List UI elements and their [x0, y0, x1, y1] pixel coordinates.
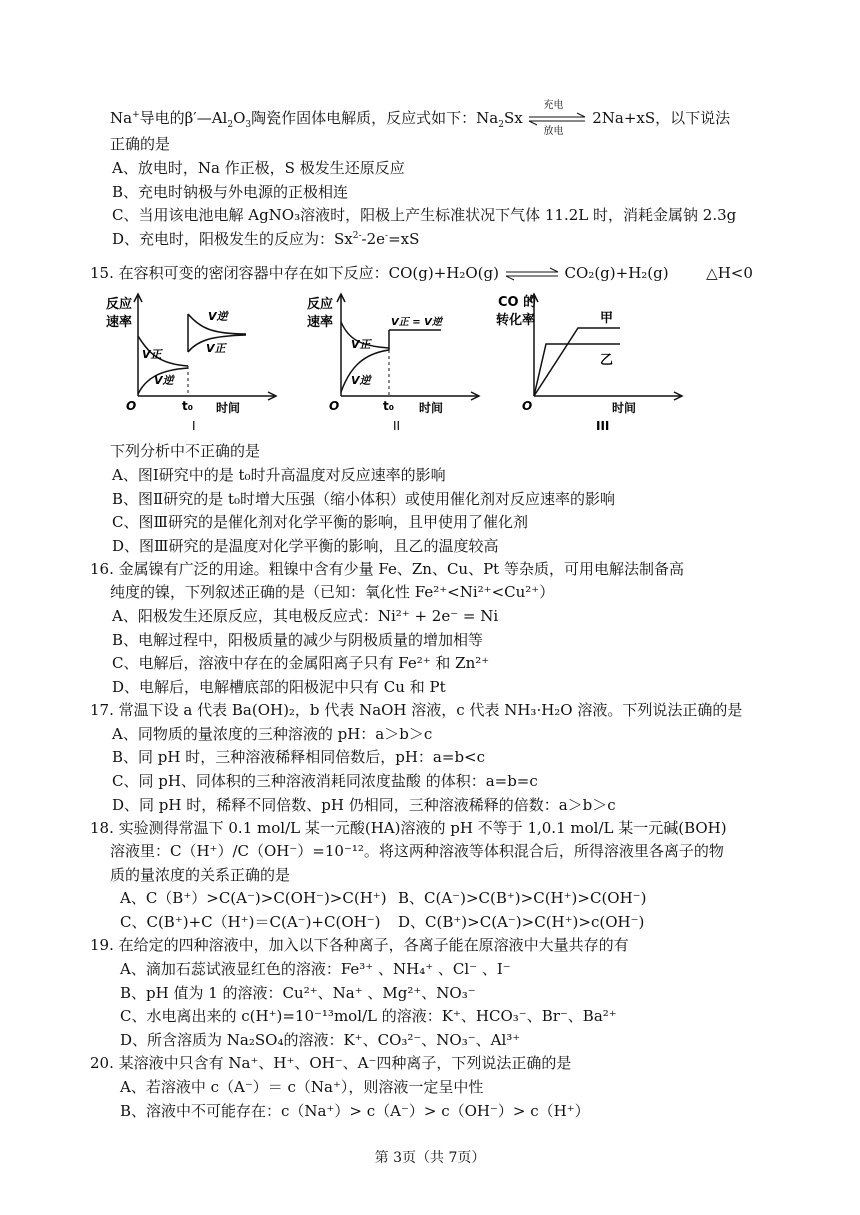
q15-option-a: A、图Ⅰ研究中的是 t₀时升高温度对反应速率的影响 [112, 466, 446, 484]
graph-1 [100, 292, 290, 434]
svg-text:V正: V正 [351, 338, 371, 351]
q18-option-a: A、C（B⁺）>C(A⁻)>C(OH⁻)>C(H⁺) [120, 889, 387, 907]
svg-text:V逆: V逆 [208, 310, 228, 323]
svg-text:O: O [126, 399, 137, 413]
svg-text:CO 的: CO 的 [498, 295, 537, 310]
q14-line2: 正确的是 [110, 135, 171, 153]
svg-text:时间: 时间 [216, 401, 241, 415]
q18-option-d: D、C(B⁺)>C(A⁻)>C(H⁺)>c(OH⁻) [398, 913, 645, 931]
svg-text:时间: 时间 [419, 401, 444, 415]
q18-option-c: C、C(B⁺)+C（H⁺)＝C(A⁻)+C(OH⁻) [120, 913, 381, 931]
q16-option-c: C、电解后，溶液中存在的金属阳离子只有 Fe²⁺ 和 Zn²⁺ [112, 654, 490, 672]
q15-option-c: C、图Ⅲ研究的是催化剂对化学平衡的影响，且甲使用了催化剂 [112, 513, 528, 531]
q20-option-a: A、若溶液中 c（A⁻）＝ c（Na⁺），则溶液一定呈中性 [120, 1078, 484, 1096]
svg-text:速率: 速率 [307, 315, 334, 330]
svg-text:转化率: 转化率 [496, 313, 536, 328]
svg-text:t₀: t₀ [182, 399, 193, 413]
q16-stem-1: 16. 金属镍有广泛的用途。粗镍中含有少量 Fe、Zn、Cu、Pt 等杂质，可用电解法制备高 [90, 560, 684, 578]
q16-option-d: D、电解后，电解槽底部的阳极泥中只有 Cu 和 Pt [112, 678, 446, 696]
svg-text:O: O [329, 399, 340, 413]
q19-option-b: B、pH 值为 1 的溶液：Cu²⁺、Na⁺ 、Mg²⁺、NO₃⁻ [120, 984, 476, 1002]
svg-text:t₀: t₀ [383, 399, 394, 413]
q17-option-d: D、同 pH 时，稀释不同倍数、pH 仍相同，三种溶液稀释的倍数：a＞b＞c [112, 796, 616, 814]
q19-option-d: D、所含溶质为 Na₂SO₄的溶液：K⁺、CO₃²⁻、NO₃⁻、Al³⁺ [120, 1031, 521, 1049]
svg-text:II: II [393, 419, 401, 433]
q16-option-b: B、电解过程中，阳极质量的减少与阴极质量的增加相等 [112, 631, 484, 649]
q14-option-c: C、当用该电池电解 AgNO₃溶液时，阳极上产生标准状况下气体 11.2L 时，消耗金属钠 2.3g [112, 206, 737, 224]
q20-option-b: B、溶液中不可能存在：c（Na⁺）> c（A⁻）> c（OH⁻）> c（H⁺） [120, 1102, 590, 1120]
svg-text:反应: 反应 [106, 297, 133, 312]
equilibrium-arrow [504, 267, 560, 281]
svg-text:V正 = V逆: V正 = V逆 [391, 317, 442, 328]
q19-option-a: A、滴加石蕊试液显红色的溶液：Fe³⁺ 、NH₄⁺ 、Cl⁻ 、I⁻ [120, 960, 511, 978]
q14-option-d: D、充电时，阳极发生的反应为：$Sx^{2-}-2e^-=xS$ [112, 230, 420, 248]
q15-prompt: 下列分析中不正确的是 [110, 442, 261, 460]
svg-text:III: III [596, 419, 610, 433]
svg-text:时间: 时间 [612, 401, 637, 415]
graph-3 [496, 292, 696, 434]
graph-2 [303, 292, 493, 434]
q16-stem-2: 纯度的镍，下列叙述正确的是（已知：氧化性 Fe²⁺<Ni²⁺<Cu²⁺） [110, 583, 555, 601]
q17-option-c: C、同 pH、同体积的三种溶液消耗同浓度盐酸 的体积：a=b=c [112, 772, 538, 790]
q16-option-a: A、阳极发生还原反应，其电极反应式：Ni²⁺ + 2e⁻ = Ni [112, 607, 499, 625]
q15-option-d: D、图Ⅲ研究的是温度对化学平衡的影响，且乙的温度较高 [112, 537, 499, 555]
svg-text:V逆: V逆 [351, 374, 371, 387]
svg-text:乙: 乙 [600, 353, 614, 368]
q18-stem-3: 质的量浓度的关系正确的是 [110, 866, 291, 884]
q17-option-b: B、同 pH 时，三种溶液稀释相同倍数后，pH：a=b<c [112, 748, 486, 766]
svg-text:V逆: V逆 [154, 374, 174, 387]
q19-option-c: C、水电离出来的 c(H⁺)=10⁻¹³mol/L 的溶液：K⁺、HCO₃⁻、Br⁻、Ba²⁺ [120, 1007, 617, 1025]
q18-stem-2: 溶液里：C（H⁺）/C（OH⁻）=10⁻¹²。将这两种溶液等体积混合后，所得溶液里各离子的物 [110, 842, 724, 860]
q17-option-a: A、同物质的量浓度的三种溶液的 pH：a＞b＞c [112, 725, 433, 743]
q18-option-b: B、C(A⁻)>C(B⁺)>C(H⁺)>C(OH⁻) [398, 889, 647, 907]
svg-text:速率: 速率 [106, 315, 133, 330]
q15-option-b: B、图Ⅱ研究的是 t₀时增大压强（缩小体积）或使用催化剂对反应速率的影响 [112, 490, 616, 508]
q20-stem: 20. 某溶液中只含有 Na⁺、H⁺、OH⁻、A⁻四种离子，下列说法正确的是 [90, 1054, 572, 1072]
svg-text:V正: V正 [206, 342, 226, 355]
q14-option-b: B、充电时钠极与外电源的正极相连 [112, 183, 349, 201]
q15-stem: 15. 在容积可变的密闭容器中存在如下反应：CO(g)+H₂O(g) CO₂(g)+H₂(g) △H<0 [90, 264, 753, 282]
page-footer: 第 3页（共 7页） [374, 1150, 486, 1166]
q19-stem: 19. 在给定的四种溶液中，加入以下各种离子，各离子能在原溶液中大量共存的有 [90, 936, 629, 954]
q17-stem: 17. 常温下设 a 代表 Ba(OH)₂，b 代表 NaOH 溶液，c 代表 NH₃·H₂O 溶液。下列说法正确的是 [90, 701, 743, 719]
svg-text:V正: V正 [142, 348, 162, 361]
q14-line1: Na+导电的$\beta'—Al_2O_3$陶瓷作固体电解质，反应式如下：$Na_2Sx$ 充电 放电 2Na+xS，以下说法 [110, 100, 731, 137]
svg-text:I: I [192, 419, 196, 433]
svg-text:甲: 甲 [600, 311, 614, 326]
q18-stem-1: 18. 实验测得常温下 0.1 mol/L 某一元酸(HA)溶液的 pH 不等于 1,0.1 mol/L 某一元碱(BOH) [90, 819, 727, 837]
q14-option-a: A、放电时，Na 作正极，S 极发生还原反应 [112, 159, 405, 177]
reversible-arrow: 充电 放电 [527, 109, 587, 129]
svg-text:O: O [522, 399, 533, 413]
svg-text:反应: 反应 [307, 297, 334, 312]
